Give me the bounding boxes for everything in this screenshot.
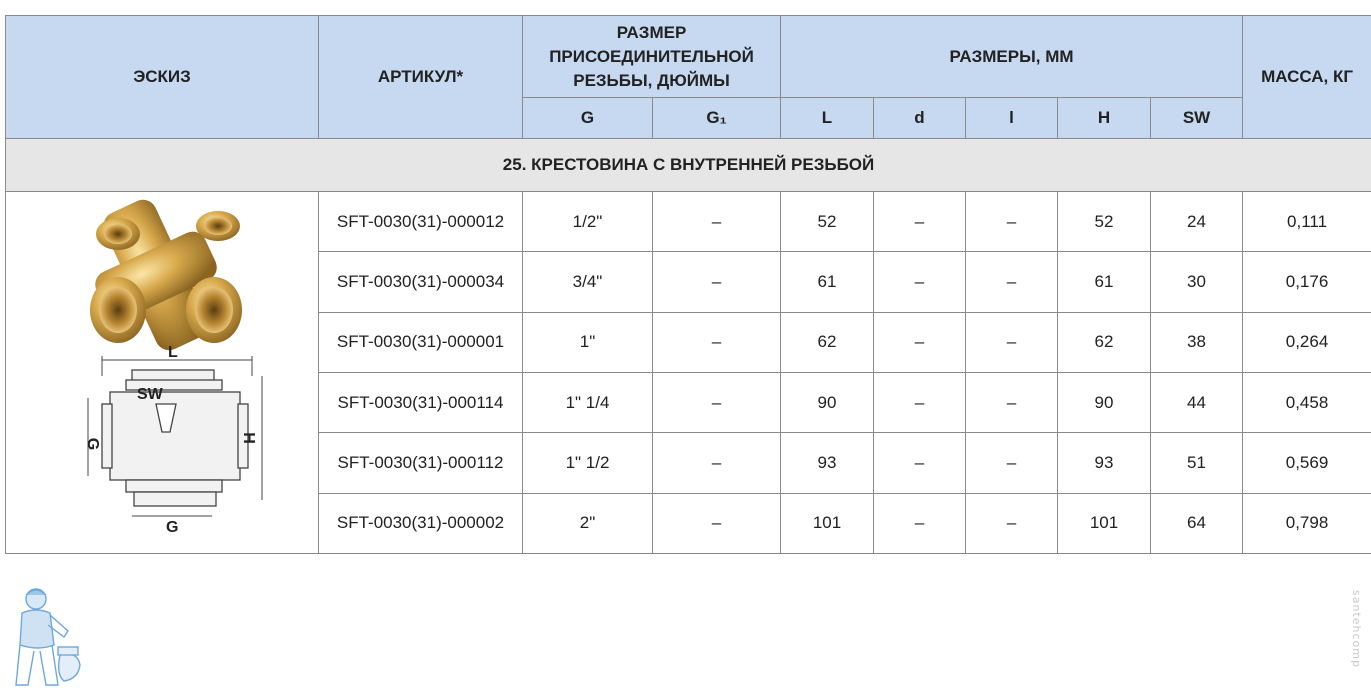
- cell-l: –: [966, 312, 1058, 372]
- cell-d: –: [874, 493, 966, 553]
- header-sketch: ЭСКИЗ: [6, 16, 319, 139]
- cell-l: –: [966, 372, 1058, 432]
- header-d: d: [874, 98, 966, 139]
- cell-G1: –: [653, 433, 781, 493]
- cell-mass: 0,264: [1243, 312, 1371, 372]
- drawing-label-SW: SW: [137, 386, 163, 403]
- cell-d: –: [874, 192, 966, 252]
- header-G: G: [523, 98, 653, 139]
- drawing-label-G-bottom: G: [166, 519, 179, 536]
- cell-G: 1": [523, 312, 653, 372]
- header-G1: G₁: [653, 98, 781, 139]
- cell-SW: 38: [1151, 312, 1243, 372]
- cell-G1: –: [653, 493, 781, 553]
- cell-H: 52: [1058, 192, 1151, 252]
- cell-article: SFT-0030(31)-000034: [319, 252, 523, 312]
- technical-drawing: [88, 356, 262, 516]
- cell-mass: 0,569: [1243, 433, 1371, 493]
- cell-H: 61: [1058, 252, 1151, 312]
- cell-G1: –: [653, 192, 781, 252]
- cell-G: 1" 1/4: [523, 372, 653, 432]
- cell-mass: 0,176: [1243, 252, 1371, 312]
- cell-SW: 64: [1151, 493, 1243, 553]
- cell-H: 93: [1058, 433, 1151, 493]
- cell-G: 2": [523, 493, 653, 553]
- cell-H: 90: [1058, 372, 1151, 432]
- cell-H: 101: [1058, 493, 1151, 553]
- cell-L: 61: [781, 252, 874, 312]
- cell-article: SFT-0030(31)-000001: [319, 312, 523, 372]
- header-H: H: [1058, 98, 1151, 139]
- header-L: L: [781, 98, 874, 139]
- cross-fitting-sketch: [6, 192, 319, 548]
- drawing-label-H: H: [240, 432, 257, 444]
- table-row: [6, 192, 1371, 252]
- cell-SW: 30: [1151, 252, 1243, 312]
- cell-article: SFT-0030(31)-000002: [319, 493, 523, 553]
- plumber-mascot-icon: [8, 585, 86, 695]
- cell-mass: 0,798: [1243, 493, 1371, 553]
- cell-L: 93: [781, 433, 874, 493]
- drawing-label-G-left: G: [84, 437, 101, 451]
- cell-article: SFT-0030(31)-000012: [319, 192, 523, 252]
- cell-G: 1/2": [523, 192, 653, 252]
- header-l: l: [966, 98, 1058, 139]
- cell-G1: –: [653, 312, 781, 372]
- cell-d: –: [874, 433, 966, 493]
- cell-SW: 51: [1151, 433, 1243, 493]
- cell-L: 52: [781, 192, 874, 252]
- watermark: santehcomp: [1350, 590, 1363, 668]
- cell-d: –: [874, 372, 966, 432]
- header-article: АРТИКУЛ*: [319, 16, 523, 139]
- fitting-photo: [90, 195, 242, 355]
- section-title: 25. КРЕСТОВИНА С ВНУТРЕННЕЙ РЕЗЬБОЙ: [6, 139, 1371, 192]
- cell-mass: 0,111: [1243, 192, 1371, 252]
- cell-d: –: [874, 312, 966, 372]
- drawing-label-L: L: [168, 344, 178, 361]
- cell-l: –: [966, 192, 1058, 252]
- cell-l: –: [966, 252, 1058, 312]
- cell-G1: –: [653, 372, 781, 432]
- header-mass: МАССА, КГ: [1243, 16, 1371, 139]
- cell-L: 62: [781, 312, 874, 372]
- sketch-cell: [6, 192, 319, 554]
- cell-l: –: [966, 493, 1058, 553]
- cell-G: 3/4": [523, 252, 653, 312]
- cell-G: 1" 1/2: [523, 433, 653, 493]
- cell-article: SFT-0030(31)-000114: [319, 372, 523, 432]
- cell-L: 101: [781, 493, 874, 553]
- spec-table: [5, 15, 1371, 554]
- cell-L: 90: [781, 372, 874, 432]
- cell-SW: 44: [1151, 372, 1243, 432]
- cell-article: SFT-0030(31)-000112: [319, 433, 523, 493]
- header-thread-size: РАЗМЕР ПРИСОЕДИНИТЕЛЬНОЙ РЕЗЬБЫ, ДЮЙМЫ: [523, 16, 781, 98]
- header-SW: SW: [1151, 98, 1243, 139]
- cell-H: 62: [1058, 312, 1151, 372]
- cell-l: –: [966, 433, 1058, 493]
- cell-d: –: [874, 252, 966, 312]
- cell-SW: 24: [1151, 192, 1243, 252]
- cell-G1: –: [653, 252, 781, 312]
- section-row: [6, 139, 1371, 192]
- header-dimensions: РАЗМЕРЫ, ММ: [781, 16, 1243, 98]
- cell-mass: 0,458: [1243, 372, 1371, 432]
